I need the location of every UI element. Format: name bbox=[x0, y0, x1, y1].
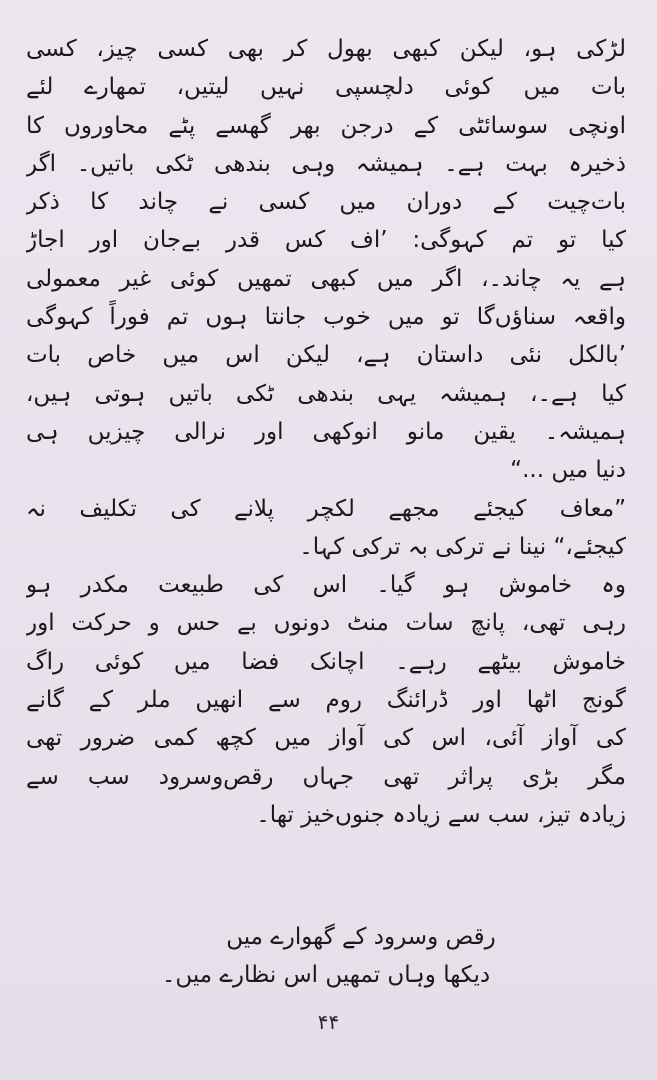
poem-verse bbox=[26, 918, 626, 994]
page-number: ۴۴ bbox=[317, 1010, 340, 1034]
body-text bbox=[26, 30, 626, 834]
text-line: کی آواز آئی، اس کی آواز میں کچھ کمی ضرور تھی bbox=[26, 725, 626, 752]
text-line: مگر بڑی پراثر تھی جہاں رقص‌وسرود سب سے bbox=[26, 763, 626, 790]
poem-line: رقص وسرود کے گھوارے میں bbox=[226, 924, 496, 950]
text-line: ہے یہ چاند۔، اگر میں کبھی تمھیں کوئی غیر معمولی bbox=[26, 265, 626, 292]
text-line: اونچی سوسائٹی کے درجن بھر گھسے پٹے محاوروں کا bbox=[26, 112, 626, 139]
text-line: زیادہ تیز، سب سے زیادہ جنوں‌خیز تھا۔ bbox=[256, 801, 626, 828]
text-line: گونج اٹھا اور ڈرائنگ روم سے انھیں ملر کے گانے bbox=[26, 687, 626, 714]
text-line: واقعہ سناؤں‌گا تو میں خوب جانتا ہوں تم فوراً کہوگی bbox=[26, 304, 626, 331]
text-line: کیا ہے۔، ہمیشہ یہی بندھی ٹکی باتیں ہوتی ہیں، bbox=[26, 380, 626, 407]
text-line: کیا تو تم کہوگی: ’اف کس قدر بےجان اور اجاڑ bbox=[26, 227, 626, 254]
text-line: وہ خاموش ہو گیا۔ اس کی طبیعت مکدر ہو bbox=[26, 572, 626, 599]
text-line: بات میں کوئی دلچسپی نہیں لیتیں، تمھارے لئے bbox=[26, 74, 626, 101]
text-line: خاموش بیٹھے رہے۔ اچانک فضا میں کوئی راگ bbox=[26, 648, 626, 675]
text-line: ”معاف کیجئے مجھے لکچر پلانے کی تکلیف نہ bbox=[26, 495, 626, 522]
text-line: ’بالکل نئی داستان ہے، لیکن اس میں خاص بات bbox=[26, 342, 626, 369]
text-line: کیجئے،“ نینا نے ترکی بہ ترکی کہا۔ bbox=[299, 533, 626, 560]
text-line: رہی تھی، پانچ سات منٹ دونوں بے حس و حرکت اور bbox=[26, 610, 626, 637]
text-line: دنیا میں ...“ bbox=[510, 457, 626, 484]
text-line: بات‌چیت کے دوران میں کسی نے چاند کا ذکر bbox=[26, 189, 626, 216]
text-line: لڑکی ہو، لیکن کبھی بھول کر بھی کسی چیز، کسی bbox=[26, 36, 626, 62]
text-line: ذخیرہ بہت ہے۔ ہمیشہ وہی بندھی ٹکی باتیں۔ اگر bbox=[26, 150, 626, 177]
poem-line: دیکھا وہاں تمھیں اس نظارے میں۔ bbox=[161, 962, 491, 988]
text-line: ہمیشہ۔ یقین مانو انوکھی اور نرالی چیزیں ہی bbox=[26, 418, 626, 445]
